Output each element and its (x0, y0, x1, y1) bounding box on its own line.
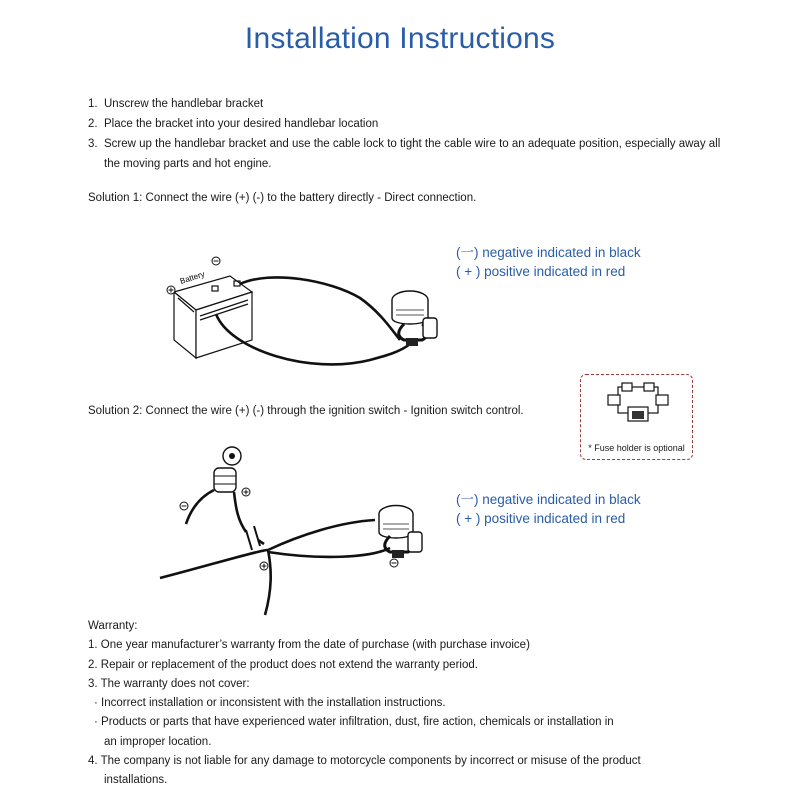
ignition-wires (160, 490, 390, 615)
step-number: 2. (88, 118, 98, 130)
warranty-section (88, 617, 728, 791)
step-text: Screw up the handlebar bracket and use the cable lock to tight the cable wire to an adequate position, especially away all the moving parts and hot engine. (104, 138, 721, 170)
installation-steps (88, 94, 738, 174)
step-1 (88, 94, 738, 114)
legend-1 (456, 243, 641, 281)
negative-terminal-icon (212, 257, 220, 265)
legend-negative: (一) negative indicated in black (456, 245, 641, 260)
fuse-holder-icon (606, 381, 670, 425)
negative-terminal-icon (180, 502, 188, 510)
usb-charger-icon (392, 291, 437, 346)
step-2 (88, 114, 738, 134)
fuse-break-icon (246, 526, 260, 550)
warranty-bullet-1: · Incorrect installation or inconsistent with the installation instructions. (94, 697, 446, 710)
battery-icon (174, 276, 252, 358)
page-title: Installation Instructions (244, 22, 556, 55)
legend-positive: ( + ) positive indicated in red (456, 264, 626, 279)
battery-label: Battery (178, 269, 206, 286)
step-text: Unscrew the handlebar bracket (104, 98, 264, 110)
fuse-note: * Fuse holder is optional (588, 443, 685, 453)
ignition-connection-diagram (150, 440, 450, 620)
positive-terminal-icon (260, 562, 268, 570)
warranty-item-3: 3. The warranty does not cover: (88, 677, 250, 690)
solution-2-heading: Solution 2: Connect the wire (+) (-) through the ignition switch - Ignition switch control. (88, 405, 524, 417)
legend-negative: (一) negative indicated in black (456, 492, 641, 507)
step-number: 3. (88, 138, 98, 150)
step-number: 1. (88, 98, 98, 110)
solution-1-heading: Solution 1: Connect the wire (+) (-) to the battery directly - Direct connection. (88, 192, 477, 204)
fuse-holder-box (580, 374, 693, 460)
warranty-item-1: 1. One year manufacturer’s warranty from the date of purchase (with purchase invoice) (88, 639, 530, 652)
direct-connection-diagram (160, 240, 450, 380)
positive-terminal-icon (242, 488, 250, 496)
step-text: Place the bracket into your desired handlebar location (104, 118, 379, 130)
warranty-bullet-2-continued: an improper location. (104, 735, 212, 748)
step-3 (88, 134, 738, 174)
warranty-bullet-2: · Products or parts that have experienced water infiltration, dust, fire action, chemicals or installation in (94, 716, 614, 729)
warranty-item-4: 4. The company is not liable for any damage to motorcycle components by incorrect or misuse of the product (88, 755, 641, 768)
negative-terminal-icon (390, 559, 398, 567)
legend-positive: ( + ) positive indicated in red (456, 511, 626, 526)
positive-terminal-icon (167, 286, 175, 294)
legend-2 (456, 490, 641, 528)
warranty-heading: Warranty: (88, 620, 138, 632)
usb-charger-icon (379, 506, 422, 559)
warranty-item-2: 2. Repair or replacement of the product does not extend the warranty period. (88, 658, 478, 671)
warranty-item-4-continued: installations. (104, 774, 168, 787)
ignition-key-icon (214, 447, 241, 492)
